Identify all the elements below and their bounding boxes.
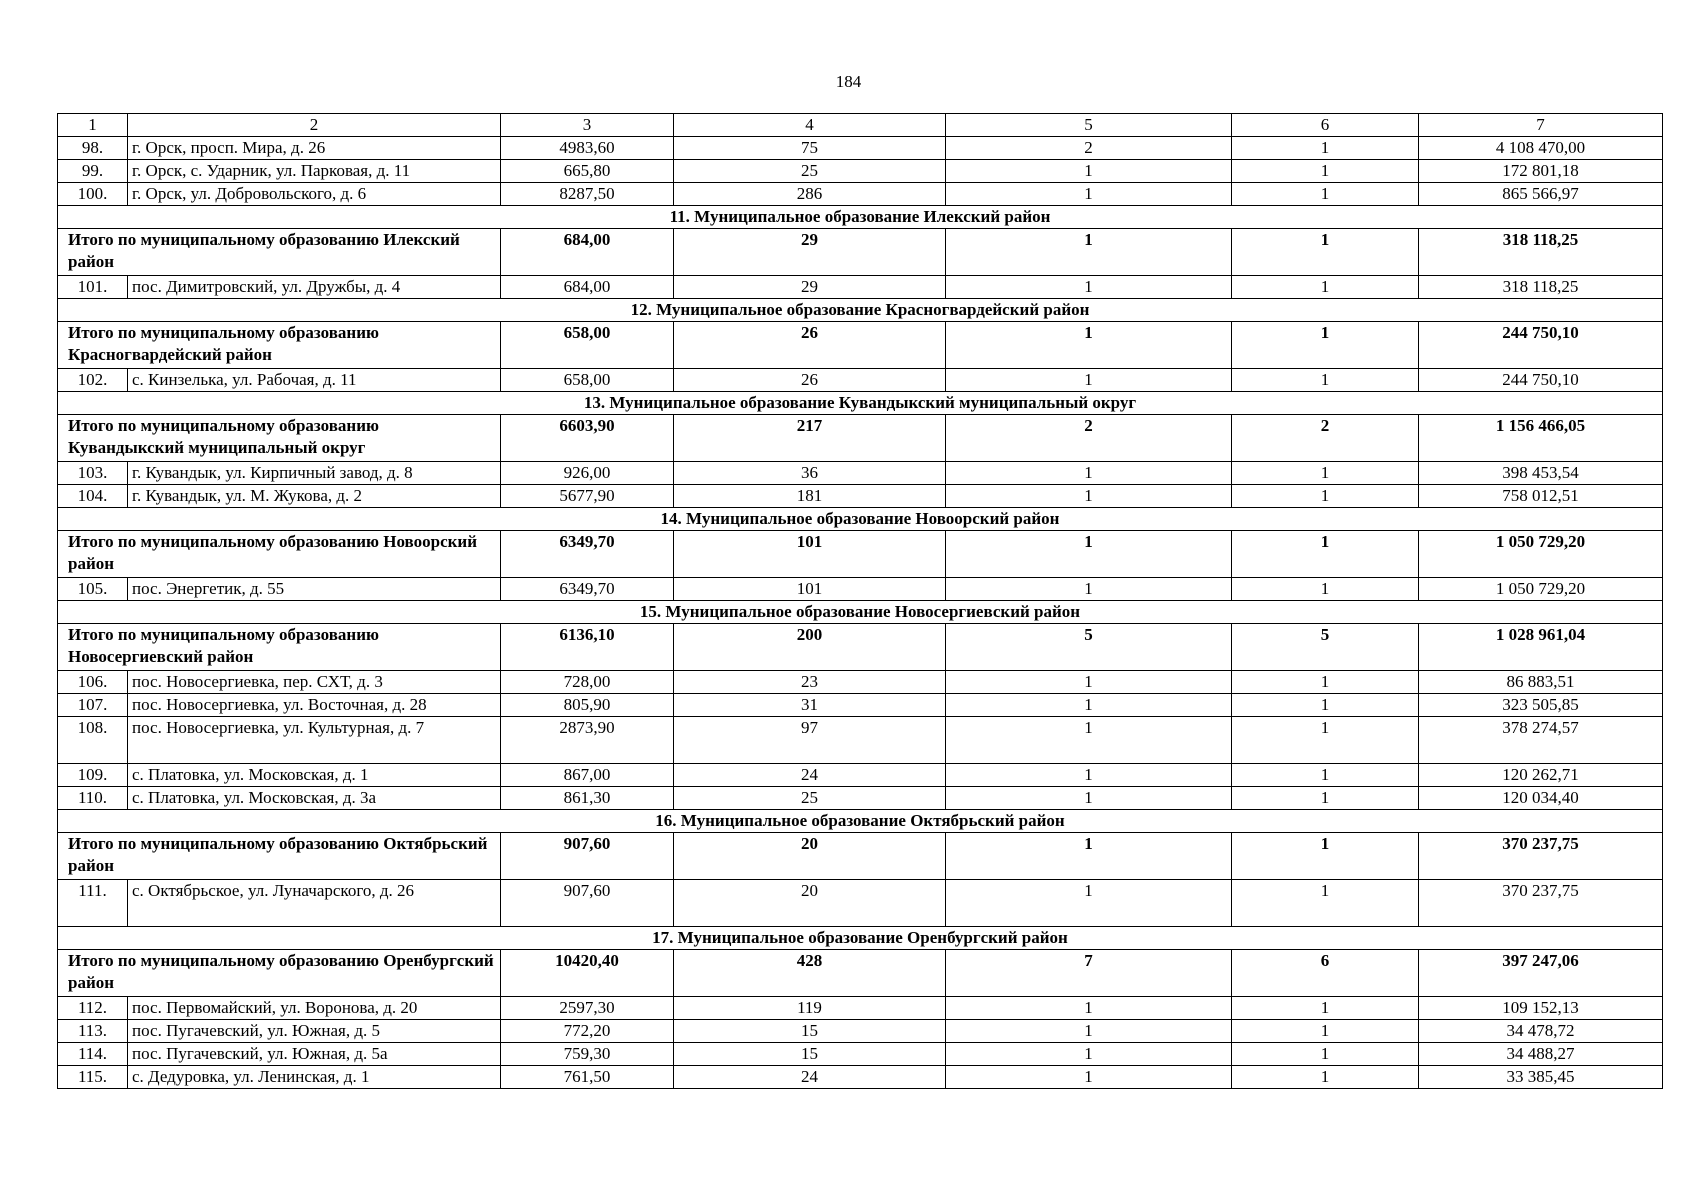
value-cell: 1: [946, 160, 1232, 183]
table-row: [58, 764, 1663, 787]
value-cell: 1: [1232, 462, 1419, 485]
row-number: 100.: [58, 183, 128, 206]
value-cell: 1: [946, 229, 1232, 276]
area-cell: 658,00: [501, 322, 674, 369]
address-cell: г. Кувандык, ул. М. Жукова, д. 2: [128, 485, 501, 508]
value-cell: 1: [1232, 276, 1419, 299]
section-header-row: [58, 508, 1663, 531]
table-row: [58, 1066, 1663, 1089]
amount-cell: 397 247,06: [1419, 950, 1663, 997]
area-cell: 8287,50: [501, 183, 674, 206]
table-row: [58, 137, 1663, 160]
value-cell: 1: [1232, 578, 1419, 601]
row-number: 109.: [58, 764, 128, 787]
table-row: [58, 369, 1663, 392]
section-title: 12. Муниципальное образование Красногвардейский район: [58, 299, 1663, 322]
value-cell: 7: [946, 950, 1232, 997]
row-number: 101.: [58, 276, 128, 299]
count-cell: 36: [674, 462, 946, 485]
count-cell: 24: [674, 764, 946, 787]
row-number: 99.: [58, 160, 128, 183]
area-cell: 926,00: [501, 462, 674, 485]
value-cell: 1: [946, 531, 1232, 578]
subtotal-row: [58, 950, 1663, 997]
value-cell: 2: [1232, 415, 1419, 462]
subtotal-label: Итого по муниципальному образованию Илекский район: [58, 229, 501, 276]
table-row: [58, 787, 1663, 810]
subtotal-row: [58, 624, 1663, 671]
area-cell: 6349,70: [501, 531, 674, 578]
table-row: [58, 160, 1663, 183]
amount-cell: 378 274,57: [1419, 717, 1663, 764]
subtotal-label: Итого по муниципальному образованию Октябрьский район: [58, 833, 501, 880]
value-cell: 1: [1232, 229, 1419, 276]
area-cell: 4983,60: [501, 137, 674, 160]
column-number-cell: 5: [946, 114, 1232, 137]
count-cell: 25: [674, 160, 946, 183]
value-cell: 1: [946, 717, 1232, 764]
table-row: [58, 462, 1663, 485]
subtotal-label: Итого по муниципальному образованию Оренбургский район: [58, 950, 501, 997]
table-row: [58, 485, 1663, 508]
address-cell: с. Платовка, ул. Московская, д. 1: [128, 764, 501, 787]
row-number: 110.: [58, 787, 128, 810]
section-title: 14. Муниципальное образование Новоорский район: [58, 508, 1663, 531]
area-cell: 6603,90: [501, 415, 674, 462]
address-cell: пос. Пугачевский, ул. Южная, д. 5а: [128, 1043, 501, 1066]
area-cell: 861,30: [501, 787, 674, 810]
count-cell: 20: [674, 880, 946, 927]
count-cell: 286: [674, 183, 946, 206]
area-cell: 761,50: [501, 1066, 674, 1089]
table-row: [58, 717, 1663, 764]
table-row: [58, 1043, 1663, 1066]
amount-cell: 370 237,75: [1419, 833, 1663, 880]
value-cell: 1: [1232, 880, 1419, 927]
amount-cell: 758 012,51: [1419, 485, 1663, 508]
section-header-row: [58, 206, 1663, 229]
table-row: [58, 1020, 1663, 1043]
value-cell: 5: [946, 624, 1232, 671]
area-cell: 907,60: [501, 833, 674, 880]
address-cell: пос. Новосергиевка, ул. Восточная, д. 28: [128, 694, 501, 717]
row-number: 113.: [58, 1020, 128, 1043]
amount-cell: 33 385,45: [1419, 1066, 1663, 1089]
subtotal-row: [58, 322, 1663, 369]
count-cell: 25: [674, 787, 946, 810]
value-cell: 1: [946, 764, 1232, 787]
count-cell: 200: [674, 624, 946, 671]
table-row: [58, 276, 1663, 299]
amount-cell: 1 050 729,20: [1419, 531, 1663, 578]
value-cell: 1: [1232, 671, 1419, 694]
value-cell: 1: [946, 1043, 1232, 1066]
value-cell: 1: [1232, 137, 1419, 160]
table-row: [58, 183, 1663, 206]
value-cell: 1: [1232, 1066, 1419, 1089]
area-cell: 805,90: [501, 694, 674, 717]
amount-cell: 323 505,85: [1419, 694, 1663, 717]
data-table: [57, 113, 1663, 1089]
count-cell: 181: [674, 485, 946, 508]
row-number: 108.: [58, 717, 128, 764]
address-cell: пос. Первомайский, ул. Воронова, д. 20: [128, 997, 501, 1020]
row-number: 106.: [58, 671, 128, 694]
row-number: 114.: [58, 1043, 128, 1066]
area-cell: 684,00: [501, 276, 674, 299]
subtotal-label: Итого по муниципальному образованию Красногвардейский район: [58, 322, 501, 369]
page-number: 184: [835, 72, 862, 91]
area-cell: 684,00: [501, 229, 674, 276]
value-cell: 1: [946, 578, 1232, 601]
amount-cell: 1 050 729,20: [1419, 578, 1663, 601]
section-header-row: [58, 927, 1663, 950]
row-number: 115.: [58, 1066, 128, 1089]
count-cell: 15: [674, 1020, 946, 1043]
value-cell: 1: [946, 880, 1232, 927]
count-cell: 29: [674, 276, 946, 299]
subtotal-row: [58, 415, 1663, 462]
area-cell: 665,80: [501, 160, 674, 183]
count-cell: 29: [674, 229, 946, 276]
amount-cell: 1 028 961,04: [1419, 624, 1663, 671]
value-cell: 1: [1232, 787, 1419, 810]
amount-cell: 34 478,72: [1419, 1020, 1663, 1043]
address-cell: г. Орск, с. Ударник, ул. Парковая, д. 11: [128, 160, 501, 183]
address-cell: с. Дедуровка, ул. Ленинская, д. 1: [128, 1066, 501, 1089]
amount-cell: 398 453,54: [1419, 462, 1663, 485]
value-cell: 1: [1232, 183, 1419, 206]
section-header-row: [58, 810, 1663, 833]
value-cell: 1: [946, 671, 1232, 694]
area-cell: 658,00: [501, 369, 674, 392]
area-cell: 772,20: [501, 1020, 674, 1043]
column-number-cell: 7: [1419, 114, 1663, 137]
value-cell: 1: [946, 787, 1232, 810]
section-header-row: [58, 601, 1663, 624]
column-number-cell: 1: [58, 114, 128, 137]
value-cell: 1: [946, 369, 1232, 392]
address-cell: пос. Энергетик, д. 55: [128, 578, 501, 601]
area-cell: 5677,90: [501, 485, 674, 508]
value-cell: 1: [946, 1066, 1232, 1089]
address-cell: с. Кинзелька, ул. Рабочая, д. 11: [128, 369, 501, 392]
table-row: [58, 880, 1663, 927]
row-number: 102.: [58, 369, 128, 392]
value-cell: 2: [946, 415, 1232, 462]
address-cell: г. Кувандык, ул. Кирпичный завод, д. 8: [128, 462, 501, 485]
table-row: [58, 997, 1663, 1020]
count-cell: 26: [674, 369, 946, 392]
address-cell: г. Орск, ул. Добровольского, д. 6: [128, 183, 501, 206]
section-header-row: [58, 299, 1663, 322]
value-cell: 1: [1232, 160, 1419, 183]
count-cell: 26: [674, 322, 946, 369]
section-title: 15. Муниципальное образование Новосергиевский район: [58, 601, 1663, 624]
count-cell: 31: [674, 694, 946, 717]
amount-cell: 370 237,75: [1419, 880, 1663, 927]
count-cell: 428: [674, 950, 946, 997]
amount-cell: 244 750,10: [1419, 322, 1663, 369]
amount-cell: 34 488,27: [1419, 1043, 1663, 1066]
address-cell: пос. Новосергиевка, ул. Культурная, д. 7: [128, 717, 501, 764]
area-cell: 2873,90: [501, 717, 674, 764]
section-title: 11. Муниципальное образование Илекский район: [58, 206, 1663, 229]
amount-cell: 109 152,13: [1419, 997, 1663, 1020]
address-cell: пос. Димитровский, ул. Дружбы, д. 4: [128, 276, 501, 299]
row-number: 112.: [58, 997, 128, 1020]
row-number: 107.: [58, 694, 128, 717]
amount-cell: 172 801,18: [1419, 160, 1663, 183]
value-cell: 1: [946, 183, 1232, 206]
amount-cell: 318 118,25: [1419, 229, 1663, 276]
value-cell: 1: [1232, 322, 1419, 369]
value-cell: 5: [1232, 624, 1419, 671]
count-cell: 75: [674, 137, 946, 160]
count-cell: 101: [674, 578, 946, 601]
row-number: 104.: [58, 485, 128, 508]
address-cell: с. Платовка, ул. Московская, д. 3а: [128, 787, 501, 810]
area-cell: 10420,40: [501, 950, 674, 997]
area-cell: 6136,10: [501, 624, 674, 671]
area-cell: 759,30: [501, 1043, 674, 1066]
section-header-row: [58, 392, 1663, 415]
column-number-cell: 6: [1232, 114, 1419, 137]
area-cell: 2597,30: [501, 997, 674, 1020]
address-cell: г. Орск, просп. Мира, д. 26: [128, 137, 501, 160]
value-cell: 1: [1232, 1043, 1419, 1066]
count-cell: 24: [674, 1066, 946, 1089]
value-cell: 1: [946, 694, 1232, 717]
count-cell: 20: [674, 833, 946, 880]
amount-cell: 4 108 470,00: [1419, 137, 1663, 160]
value-cell: 1: [1232, 531, 1419, 578]
area-cell: 907,60: [501, 880, 674, 927]
value-cell: 1: [1232, 369, 1419, 392]
subtotal-row: [58, 229, 1663, 276]
count-cell: 217: [674, 415, 946, 462]
value-cell: 1: [946, 833, 1232, 880]
subtotal-label: Итого по муниципальному образованию Кувандыкский муниципальный округ: [58, 415, 501, 462]
value-cell: 1: [1232, 694, 1419, 717]
row-number: 103.: [58, 462, 128, 485]
value-cell: 1: [1232, 1020, 1419, 1043]
value-cell: 1: [1232, 717, 1419, 764]
section-title: 17. Муниципальное образование Оренбургский район: [58, 927, 1663, 950]
value-cell: 1: [1232, 833, 1419, 880]
value-cell: 1: [946, 997, 1232, 1020]
row-number: 105.: [58, 578, 128, 601]
value-cell: 1: [946, 1020, 1232, 1043]
value-cell: 6: [1232, 950, 1419, 997]
row-number: 111.: [58, 880, 128, 927]
area-cell: 867,00: [501, 764, 674, 787]
column-number-cell: 4: [674, 114, 946, 137]
count-cell: 97: [674, 717, 946, 764]
count-cell: 15: [674, 1043, 946, 1066]
amount-cell: 865 566,97: [1419, 183, 1663, 206]
amount-cell: 1 156 466,05: [1419, 415, 1663, 462]
row-number: 98.: [58, 137, 128, 160]
table-row: [58, 578, 1663, 601]
amount-cell: 86 883,51: [1419, 671, 1663, 694]
value-cell: 1: [946, 462, 1232, 485]
column-number-cell: 3: [501, 114, 674, 137]
area-cell: 728,00: [501, 671, 674, 694]
count-cell: 119: [674, 997, 946, 1020]
table-body: [58, 114, 1663, 1089]
table-row: [58, 671, 1663, 694]
subtotal-label: Итого по муниципальному образованию Новосергиевский район: [58, 624, 501, 671]
value-cell: 1: [1232, 764, 1419, 787]
section-title: 13. Муниципальное образование Кувандыкский муниципальный округ: [58, 392, 1663, 415]
section-title: 16. Муниципальное образование Октябрьский район: [58, 810, 1663, 833]
column-number-row: [58, 114, 1663, 137]
address-cell: с. Октябрьское, ул. Луначарского, д. 26: [128, 880, 501, 927]
value-cell: 1: [1232, 997, 1419, 1020]
count-cell: 23: [674, 671, 946, 694]
value-cell: 1: [946, 322, 1232, 369]
subtotal-label: Итого по муниципальному образованию Новоорский район: [58, 531, 501, 578]
subtotal-row: [58, 833, 1663, 880]
value-cell: 2: [946, 137, 1232, 160]
amount-cell: 120 034,40: [1419, 787, 1663, 810]
amount-cell: 318 118,25: [1419, 276, 1663, 299]
column-number-cell: 2: [128, 114, 501, 137]
table-row: [58, 694, 1663, 717]
value-cell: 1: [946, 485, 1232, 508]
value-cell: 1: [1232, 485, 1419, 508]
address-cell: пос. Новосергиевка, пер. СХТ, д. 3: [128, 671, 501, 694]
count-cell: 101: [674, 531, 946, 578]
area-cell: 6349,70: [501, 578, 674, 601]
subtotal-row: [58, 531, 1663, 578]
amount-cell: 120 262,71: [1419, 764, 1663, 787]
address-cell: пос. Пугачевский, ул. Южная, д. 5: [128, 1020, 501, 1043]
value-cell: 1: [946, 276, 1232, 299]
amount-cell: 244 750,10: [1419, 369, 1663, 392]
